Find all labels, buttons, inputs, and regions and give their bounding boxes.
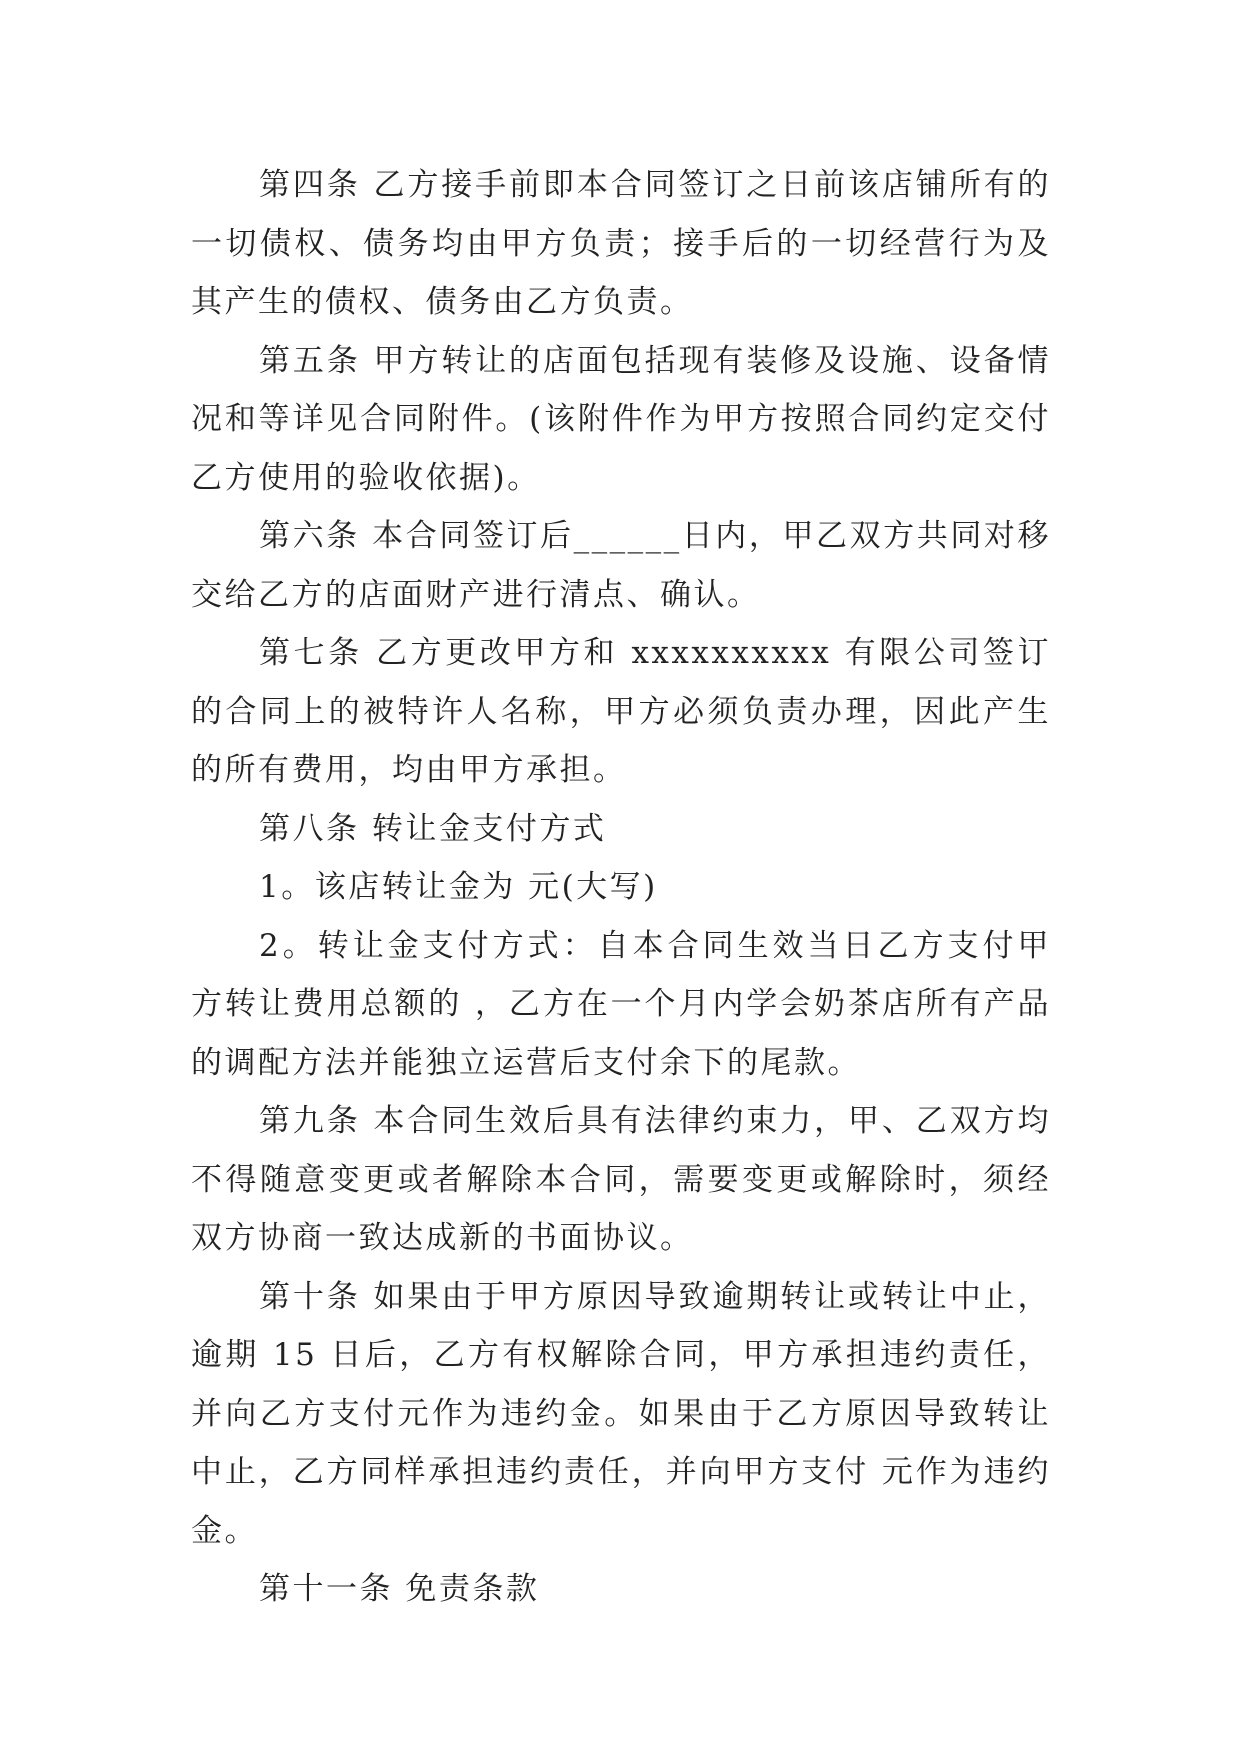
clause-10: 第十条 如果由于甲方原因导致逾期转让或转让中止，逾期 15 日后，乙方有权解除合同，甲方承担违约责任，并向乙方支付元作为违约金。如果由于乙方原因导致转让中止，乙方同样承担违约责任，并向甲方支付 元作为违约金。	[191, 1278, 1051, 1549]
clause-9: 第九条 本合同生效后具有法律约束力，甲、乙双方均不得随意变更或者解除本合同，需要变更或解除时，须经双方协商一致达成新的书面协议。	[191, 1103, 1051, 1256]
clause-8-heading: 第八条 转让金支付方式	[259, 810, 607, 847]
clause-8-item-1: 1。该店转让金为 元(大写)	[259, 869, 658, 905]
contract-body	[191, 156, 1051, 1619]
clause-11-heading: 第十一条 免责条款	[259, 1571, 540, 1607]
clause-6: 第六条 本合同签订后______日内，甲乙双方共同对移交给乙方的店面财产进行清点、确认。	[191, 518, 1051, 613]
clause-4: 第四条 乙方接手前即本合同签订之日前该店铺所有的一切债权、债务均由甲方负责；接手后的一切经营行为及其产生的债权、债务由乙方负责。	[191, 167, 1051, 320]
clause-8-item-2: 2。转让金支付方式：自本合同生效当日乙方支付甲方转让费用总额的 ，乙方在一个月内学会奶茶店所有产品的调配方法并能独立运营后支付余下的尾款。	[191, 927, 1051, 1081]
clause-7: 第七条 乙方更改甲方和 xxxxxxxxxx 有限公司签订的合同上的被特许人名称，甲方必须负责办理，因此产生的所有费用，均由甲方承担。	[191, 635, 1051, 788]
clause-5: 第五条 甲方转让的店面包括现有装修及设施、设备情况和等详见合同附件。(该附件作为甲方按照合同约定交付乙方使用的验收依据)。	[191, 342, 1051, 496]
